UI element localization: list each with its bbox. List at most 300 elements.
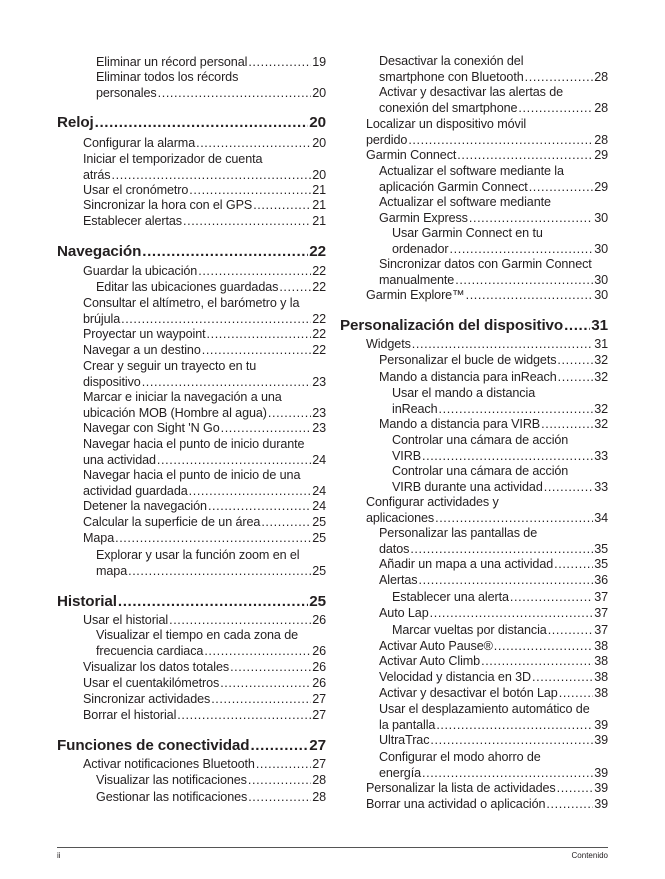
- toc-entry-title: aplicaciones: [366, 510, 435, 525]
- toc-page-number: 27: [312, 757, 326, 771]
- toc-entry-line: [96, 644, 326, 660]
- toc-page-number: 39: [594, 733, 608, 747]
- toc-entry-title: Usar el cronómetro: [83, 183, 189, 197]
- dot-leader: [435, 511, 593, 527]
- toc-entry-line: Controlar una cámara de acción: [392, 464, 569, 478]
- toc-page-number: 33: [594, 448, 608, 463]
- toc-entry[interactable]: [366, 288, 608, 304]
- dot-leader: [558, 370, 594, 386]
- toc-entry-line: [379, 718, 608, 734]
- toc-entry-line: Actualizar el software mediante: [379, 195, 551, 209]
- toc-entry-line: [96, 55, 326, 71]
- toc-page-number: 22: [312, 264, 326, 278]
- dot-leader: [248, 790, 311, 806]
- toc-page-number: 37: [594, 606, 608, 620]
- toc-entry[interactable]: [379, 686, 608, 702]
- toc-page-number: 31: [591, 317, 608, 334]
- toc-page-number: 28: [312, 773, 326, 787]
- toc-entry-title: UltraTrac: [379, 733, 430, 747]
- toc-page-number: 37: [594, 623, 608, 637]
- toc-entry-line: Sincronizar datos con Garmin Connect: [379, 257, 592, 271]
- toc-entry-title: Mando a distancia para inReach: [379, 370, 557, 384]
- toc-entry[interactable]: [379, 733, 608, 749]
- toc-entry[interactable]: [379, 164, 608, 195]
- toc-entry-line: Desactivar la conexión del: [379, 54, 524, 68]
- toc-section-heading[interactable]: [57, 243, 326, 261]
- toc-page-number: 26: [312, 643, 326, 658]
- toc-entry[interactable]: [392, 386, 608, 417]
- toc-page-number: 35: [594, 557, 608, 571]
- toc-entry-title: Auto Lap: [379, 606, 429, 620]
- toc-entry-line: Eliminar todos los récords: [96, 70, 239, 84]
- toc-entry-title: Garmin Connect: [366, 148, 457, 162]
- toc-entry[interactable]: [379, 606, 608, 622]
- toc-page-number: 27: [312, 708, 326, 722]
- toc-page-number: 23: [312, 421, 326, 435]
- toc-entry-title: ubicación MOB (Hombre al agua): [83, 405, 267, 420]
- toc-entry-title: Añadir un mapa a una actividad: [379, 557, 554, 571]
- toc-page-number: 29: [594, 148, 608, 162]
- toc-entry-line: Activar y desactivar las alertas de: [379, 85, 564, 99]
- toc-page-number: 20: [309, 114, 326, 131]
- dot-leader: [189, 183, 311, 199]
- toc-entry-line: [83, 515, 326, 531]
- toc-entry[interactable]: [83, 214, 326, 230]
- toc-entry[interactable]: [379, 750, 608, 781]
- toc-entry[interactable]: [379, 557, 608, 573]
- toc-page-number: 25: [312, 515, 326, 529]
- toc-entry-title: Mapa: [83, 531, 115, 545]
- toc-entry[interactable]: [83, 327, 326, 343]
- toc-entry-line: Usar el mando a distancia: [392, 386, 536, 400]
- dot-leader: [261, 515, 311, 531]
- toc-entry-line: [379, 211, 608, 227]
- toc-entry[interactable]: [366, 117, 608, 148]
- toc-entry-title: Personalizar el bucle de widgets: [379, 353, 557, 367]
- dot-leader: [128, 564, 311, 580]
- toc-entry[interactable]: [379, 353, 608, 369]
- toc-page-number: 30: [594, 210, 608, 225]
- dot-leader: [510, 590, 593, 606]
- toc-entry-line: [96, 564, 326, 580]
- toc-entry[interactable]: [392, 623, 608, 639]
- toc-page-number: 31: [594, 337, 608, 351]
- toc-page-number: 23: [312, 374, 326, 389]
- toc-entry-line: Configurar el modo ahorro de: [379, 750, 541, 764]
- toc-entry[interactable]: [379, 370, 608, 386]
- toc-entry[interactable]: [83, 437, 326, 468]
- toc-entry[interactable]: [392, 433, 608, 464]
- toc-entry[interactable]: [379, 654, 608, 670]
- toc-entry-line: Navegar hacia el punto de inicio durante: [83, 437, 305, 451]
- toc-entry-title: VIRB durante una actividad: [392, 479, 543, 494]
- toc-entry[interactable]: [366, 797, 608, 813]
- toc-entry-line: [83, 343, 326, 359]
- dot-leader: [204, 644, 311, 660]
- toc-entry[interactable]: [83, 343, 326, 359]
- toc-entry-line: [83, 757, 326, 773]
- toc-entry-line: [83, 214, 326, 230]
- toc-page-number: 38: [594, 686, 608, 700]
- dot-leader: [410, 542, 593, 558]
- toc-entry[interactable]: [83, 708, 326, 724]
- toc-entry[interactable]: [83, 757, 326, 773]
- toc-entry-line: Crear y seguir un trayecto en tu: [83, 359, 257, 373]
- dot-leader: [466, 288, 594, 304]
- toc-entry[interactable]: [83, 136, 326, 152]
- toc-entry-line: Usar Garmin Connect en tu: [392, 226, 543, 240]
- toc-entry-line: [83, 183, 326, 199]
- toc-entry-title: datos: [379, 541, 410, 556]
- dot-leader: [142, 243, 308, 261]
- toc-entry-line: [379, 606, 608, 622]
- dot-leader: [412, 337, 593, 353]
- toc-page-number: 28: [594, 132, 608, 147]
- toc-entry-title: Garmin Explore™: [366, 288, 465, 302]
- dot-leader: [268, 406, 311, 422]
- toc-entry-title: Borrar el historial: [83, 708, 177, 722]
- toc-entry-title: perdido: [366, 132, 408, 147]
- dot-leader: [196, 136, 311, 152]
- toc-entry-title: inReach: [392, 401, 438, 416]
- toc-entry-line: [379, 557, 608, 573]
- toc-entry[interactable]: [366, 781, 608, 797]
- dot-leader: [525, 70, 594, 86]
- dot-leader: [230, 660, 311, 676]
- dot-leader: [121, 312, 311, 328]
- toc-entry-title: Visualizar los datos totales: [83, 660, 230, 674]
- toc-page-number: 27: [312, 692, 326, 706]
- toc-entry-title: Gestionar las notificaciones: [96, 790, 248, 804]
- toc-entry-line: [83, 676, 326, 692]
- toc-entry-line: [392, 480, 608, 496]
- toc-entry-title: energía: [379, 765, 422, 780]
- dot-leader: [207, 327, 312, 343]
- toc-entry-title: Activar y desactivar el botón Lap: [379, 686, 558, 700]
- toc-page-number: 22: [312, 327, 326, 341]
- toc-entry[interactable]: [379, 573, 608, 589]
- dot-leader: [546, 797, 593, 813]
- toc-page-number: 39: [594, 781, 608, 795]
- toc-entry[interactable]: [366, 495, 608, 526]
- toc-entry-line: [379, 670, 608, 686]
- dot-leader: [202, 343, 311, 359]
- toc-entry[interactable]: [83, 296, 326, 327]
- toc-entry-title: Establecer alertas: [83, 214, 182, 228]
- toc-entry-line: [379, 180, 608, 196]
- toc-entry-line: [57, 243, 326, 261]
- toc-entry-title: Usar el historial: [83, 613, 169, 627]
- toc-entry[interactable]: [83, 613, 326, 629]
- dot-leader: [95, 114, 309, 132]
- toc-entry[interactable]: [83, 264, 326, 280]
- toc-entry-title: Activar notificaciones Bluetooth: [83, 757, 255, 771]
- toc-entry[interactable]: [366, 337, 608, 353]
- toc-entry-title: Visualizar las notificaciones: [96, 773, 247, 787]
- toc-entry-line: [379, 654, 608, 670]
- toc-entry-title: dispositivo: [83, 374, 141, 389]
- toc-entry-title: Alertas: [379, 573, 418, 587]
- toc-entry-title: atrás: [83, 167, 111, 182]
- toc-entry-line: [366, 781, 608, 797]
- dot-leader: [279, 280, 311, 296]
- toc-page-number: 38: [594, 654, 608, 668]
- toc-entry-title: Velocidad y distancia en 3D: [379, 670, 532, 684]
- toc-entry-title: Guardar la ubicación: [83, 264, 198, 278]
- toc-entry-line: [83, 421, 326, 437]
- toc-section-heading[interactable]: [57, 114, 326, 132]
- toc-entry-line: [83, 136, 326, 152]
- toc-page-number: 24: [312, 452, 326, 467]
- toc-page-number: 25: [312, 563, 326, 578]
- toc-entry[interactable]: [83, 692, 326, 708]
- dot-leader: [189, 484, 312, 500]
- dot-leader: [529, 180, 593, 196]
- toc-entry[interactable]: [379, 417, 608, 433]
- toc-page-number: 21: [312, 198, 326, 212]
- dot-leader: [208, 499, 311, 515]
- toc-entry-line: Usar el desplazamiento automático de: [379, 702, 590, 716]
- toc-entry-line: Personalizar las pantallas de: [379, 526, 538, 540]
- toc-entry-title: ordenador: [392, 241, 449, 256]
- toc-page-number: 20: [312, 167, 326, 182]
- toc-entry-line: [83, 168, 326, 184]
- toc-entry-line: Navegar hacia el punto de inicio de una: [83, 468, 301, 482]
- toc-entry-title: Calcular la superficie de un área: [83, 515, 261, 529]
- toc-entry[interactable]: [379, 702, 608, 733]
- dot-leader: [481, 654, 593, 670]
- dot-leader: [422, 449, 593, 465]
- toc-entry-line: [83, 613, 326, 629]
- toc-entry[interactable]: [96, 70, 326, 101]
- dot-leader: [158, 86, 312, 102]
- toc-entry-line: [96, 773, 326, 789]
- dot-leader: [544, 480, 593, 496]
- dot-leader: [430, 606, 594, 622]
- toc-entry-line: [83, 264, 326, 280]
- toc-entry[interactable]: [83, 421, 326, 437]
- toc-entry-line: [83, 660, 326, 676]
- toc-entry-title: Usar el cuentakilómetros: [83, 676, 220, 690]
- toc-entry[interactable]: [96, 55, 326, 71]
- toc-entry-line: [83, 692, 326, 708]
- toc-entry-line: [366, 288, 608, 304]
- toc-entry-line: [366, 148, 608, 164]
- toc-entry-title: Garmin Express: [379, 210, 468, 225]
- toc-entry-title: aplicación Garmin Connect: [379, 179, 528, 194]
- toc-entry[interactable]: [379, 257, 608, 288]
- dot-leader: [541, 417, 593, 433]
- toc-page-number: 28: [594, 100, 608, 115]
- toc-entry-title: la pantalla: [379, 717, 436, 732]
- toc-entry[interactable]: [83, 359, 326, 390]
- dot-leader: [408, 133, 593, 149]
- toc-entry-title: Mando a distancia para VIRB: [379, 417, 541, 431]
- toc-entry-line: [392, 590, 608, 606]
- toc-entry[interactable]: [96, 773, 326, 789]
- toc-entry[interactable]: [96, 280, 326, 296]
- toc-entry-line: [379, 417, 608, 433]
- toc-entry[interactable]: [83, 152, 326, 183]
- toc-entry-title: Navegación: [57, 243, 142, 260]
- toc-entry-line: [96, 86, 326, 102]
- toc-page-number: 32: [594, 417, 608, 431]
- toc-entry[interactable]: [83, 198, 326, 214]
- dot-leader: [532, 670, 593, 686]
- toc-entry-line: Visualizar el tiempo en cada zona de: [96, 628, 298, 642]
- toc-entry[interactable]: [379, 639, 608, 655]
- toc-entry-line: [366, 797, 608, 813]
- toc-entry[interactable]: [96, 548, 326, 579]
- dot-leader: [157, 453, 311, 469]
- toc-page-number: 32: [594, 401, 608, 416]
- dot-leader: [548, 623, 593, 639]
- toc-page-number: 38: [594, 639, 608, 653]
- toc-entry[interactable]: [379, 195, 608, 226]
- toc-entry[interactable]: [83, 676, 326, 692]
- toc-entry-title: Reloj: [57, 114, 94, 131]
- footer-divider: [57, 847, 608, 848]
- toc-entry-title: Sincronizar actividades: [83, 692, 211, 706]
- toc-page-number: 22: [312, 343, 326, 357]
- toc-entry-line: [83, 499, 326, 515]
- dot-leader: [564, 317, 590, 335]
- toc-page-number: 28: [312, 790, 326, 804]
- dot-leader: [554, 557, 593, 573]
- toc-page-number: 37: [594, 590, 608, 604]
- dot-leader: [559, 686, 593, 702]
- dot-leader: [221, 421, 312, 437]
- toc-entry-line: [83, 708, 326, 724]
- dot-leader: [419, 573, 594, 589]
- toc-page-number: 27: [309, 737, 326, 754]
- toc-page-number: 32: [594, 370, 608, 384]
- toc-page-number: 24: [312, 499, 326, 513]
- dot-leader: [250, 737, 308, 755]
- toc-page-number: 19: [312, 55, 326, 69]
- toc-entry-line: [379, 686, 608, 702]
- toc-entry[interactable]: [392, 590, 608, 606]
- dot-leader: [183, 214, 311, 230]
- dot-leader: [518, 101, 593, 117]
- toc-entry-line: [83, 327, 326, 343]
- toc-entry-line: [379, 353, 608, 369]
- toc-page-number: 30: [594, 241, 608, 256]
- toc-page-number: 21: [312, 183, 326, 197]
- toc-entry-title: Historial: [57, 593, 117, 610]
- toc-entry-line: [83, 198, 326, 214]
- toc-entry-line: [83, 312, 326, 328]
- toc-entry-line: [379, 101, 608, 117]
- toc-entry[interactable]: [379, 54, 608, 85]
- dot-leader: [142, 375, 311, 391]
- toc-entry-title: Proyectar un waypoint: [83, 327, 206, 341]
- toc-entry-line: [379, 573, 608, 589]
- toc-entry-title: Personalización del dispositivo: [340, 317, 564, 334]
- dot-leader: [457, 148, 593, 164]
- toc-page-number: 22: [312, 311, 326, 326]
- toc-entry-title: brújula: [83, 311, 121, 326]
- dot-leader: [198, 264, 311, 280]
- toc-entry-title: Widgets: [366, 337, 411, 351]
- toc-entry[interactable]: [83, 515, 326, 531]
- toc-entry[interactable]: [83, 183, 326, 199]
- toc-section-heading[interactable]: [340, 317, 608, 335]
- toc-entry[interactable]: [83, 390, 326, 421]
- toc-entry-title: Navegar a un destino: [83, 343, 201, 357]
- toc-entry[interactable]: [96, 628, 326, 659]
- toc-page-number: 35: [594, 541, 608, 556]
- dot-leader: [436, 718, 593, 734]
- toc-entry[interactable]: [392, 226, 608, 257]
- footer-page-number: ii: [57, 851, 61, 860]
- toc-page-number: 33: [594, 479, 608, 494]
- toc-entry-title: Activar Auto Climb: [379, 654, 481, 668]
- toc-entry-title: Marcar vueltas por distancia: [392, 623, 547, 637]
- dot-leader: [455, 273, 593, 289]
- toc-entry[interactable]: [379, 670, 608, 686]
- toc-entry-title: manualmente: [379, 272, 455, 287]
- dot-leader: [118, 593, 308, 611]
- toc-page-number: 22: [309, 243, 326, 260]
- toc-entry-line: [57, 593, 326, 611]
- toc-entry-line: [96, 280, 326, 296]
- toc-entry-title: smartphone con Bluetooth: [379, 69, 524, 84]
- toc-entry-title: Sincronizar la hora con el GPS: [83, 198, 253, 212]
- toc-section-heading[interactable]: [57, 737, 326, 755]
- toc-entry-line: [379, 733, 608, 749]
- toc-page-number: 25: [312, 531, 326, 545]
- toc-entry[interactable]: [83, 531, 326, 547]
- toc-entry[interactable]: [96, 790, 326, 806]
- toc-page-number: 26: [312, 676, 326, 690]
- toc-entry[interactable]: [83, 499, 326, 515]
- toc-entry-title: actividad guardada: [83, 483, 188, 498]
- dot-leader: [557, 353, 593, 369]
- toc-entry-line: Explorar y usar la función zoom en el: [96, 548, 300, 562]
- dot-leader: [439, 402, 594, 418]
- dot-leader: [557, 781, 594, 797]
- toc-entry[interactable]: [392, 464, 608, 495]
- toc-page-number: 30: [594, 288, 608, 302]
- toc-entry-line: [379, 370, 608, 386]
- toc-entry-title: mapa: [96, 563, 128, 578]
- toc-page-number: 28: [594, 69, 608, 84]
- toc-entry-line: [379, 542, 608, 558]
- toc-entry[interactable]: [379, 526, 608, 557]
- toc-entry-title: Eliminar un récord personal: [96, 55, 248, 69]
- toc-entry-title: conexión del smartphone: [379, 100, 518, 115]
- toc-entry-line: Controlar una cámara de acción: [392, 433, 569, 447]
- dot-leader: [248, 55, 311, 71]
- toc-entry-line: [392, 242, 608, 258]
- toc-entry-line: [379, 766, 608, 782]
- toc-entry[interactable]: [366, 148, 608, 164]
- toc-entry-title: frecuencia cardiaca: [96, 643, 204, 658]
- dot-leader: [220, 676, 311, 692]
- toc-entry[interactable]: [83, 660, 326, 676]
- toc-entry-line: [96, 790, 326, 806]
- toc-entry[interactable]: [83, 468, 326, 499]
- toc-section-heading[interactable]: [57, 593, 326, 611]
- toc-entry[interactable]: [379, 85, 608, 116]
- toc-page-number: 30: [594, 272, 608, 287]
- dot-leader: [430, 733, 593, 749]
- toc-entry-line: Marcar e iniciar la navegación a una: [83, 390, 282, 404]
- dot-leader: [422, 766, 593, 782]
- toc-page-number: 25: [309, 593, 326, 610]
- dot-leader: [494, 639, 593, 655]
